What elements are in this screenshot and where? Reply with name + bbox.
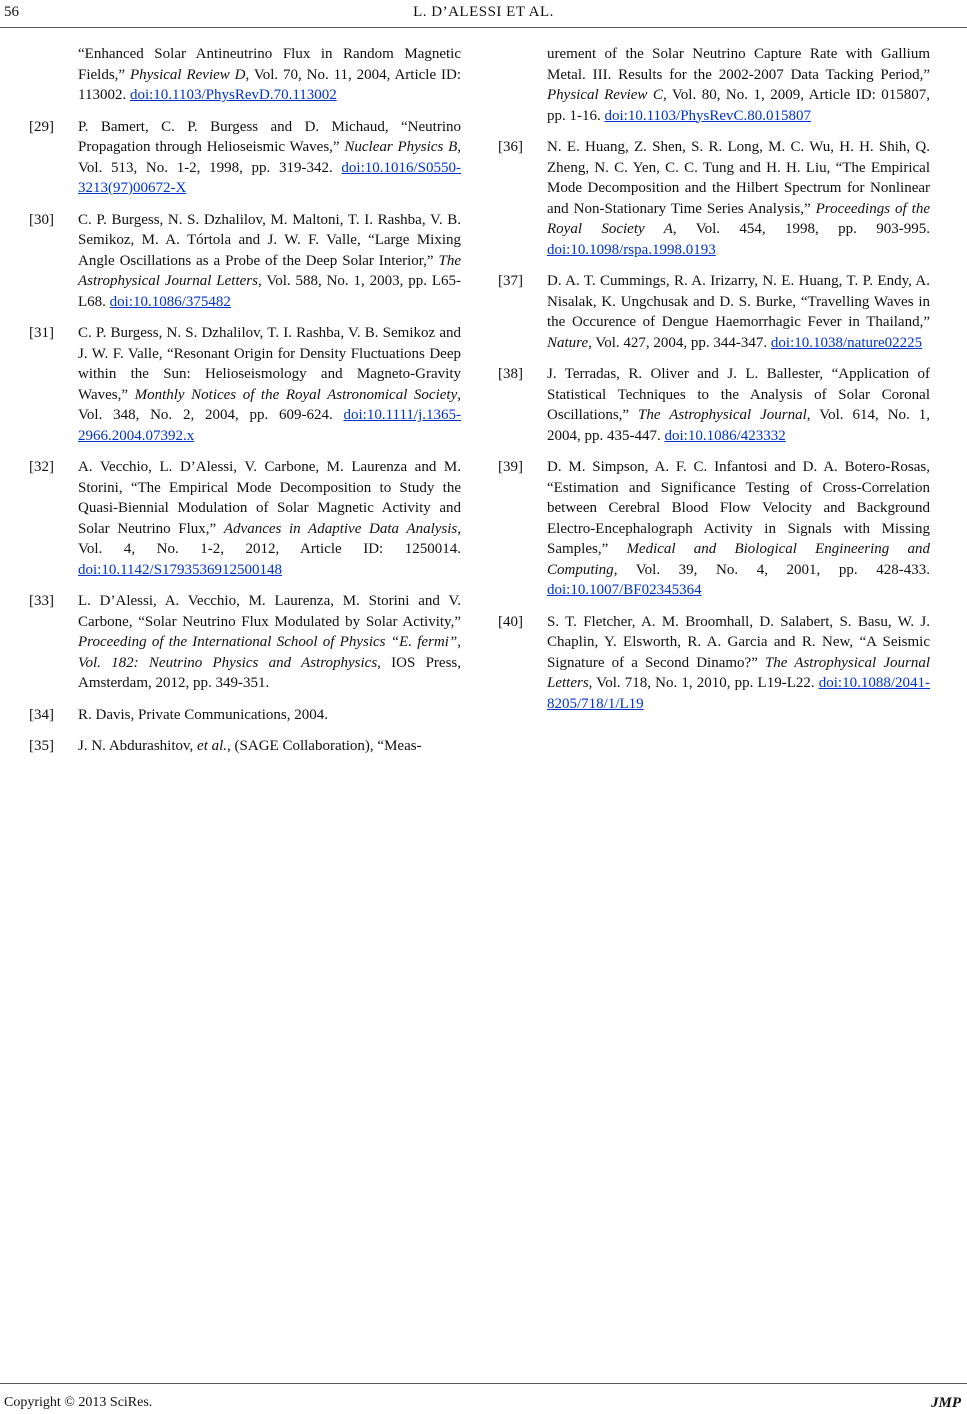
reference-entry <box>505 44 930 126</box>
reference-text: “Enhanced Solar Antineutrino Flux in Random Magnetic Fields,” <box>78 46 461 83</box>
reference-text: D. A. T. Cummings, R. A. Irizarry, N. E. Huang, T. P. Endy, A. Nisalak, K. Ungchusak and D. S. Burke, “Travelling Waves in the Occurence of Dengue Haemorrhagic Fever in Thailand,” <box>547 273 930 330</box>
reference-text: C. P. Burgess, N. S. Dzhalilov, M. Maltoni, T. I. Rashba, V. B. Semikoz, M. A. Tórtola and J. W. F. Valle, “Large Mixing Angle Oscillations as a Probe of the Deep Solar Interior,” <box>78 211 461 269</box>
page-number: 56 <box>4 4 19 20</box>
reference-entry <box>498 457 930 601</box>
reference-source: Monthly Notices of the Royal Astronomical Society <box>134 386 458 403</box>
reference-details: , Vol. 454, 1998, pp. 903-995. <box>672 221 930 237</box>
footer-rule <box>0 1383 967 1384</box>
reference-details: , Vol. 614, No. 1, 2004, pp. 435-447. <box>547 407 930 444</box>
reference-source: The Astrophysical Journal Letters <box>78 252 461 289</box>
doi-link[interactable]: doi:10.1088/2041-8205/718/1/L19 <box>547 675 930 712</box>
reference-number: [33] <box>29 593 54 609</box>
reference-text: J. Terradas, R. Oliver and J. L. Ballester, “Application of Statistical Techniques to the Analysis of Solar Coronal Oscillations,” <box>547 366 930 423</box>
reference-text: N. E. Huang, Z. Shen, S. R. Long, M. C. Wu, H. H. Shih, Q. Zheng, N. C. Yen, C. C. Tung and H. H. Liu, “The Empirical Mode Decomposition and the Hilbert Spectrum for Nonlinear and Non-Stationary Time Series Analysis,” <box>547 139 930 217</box>
reference-text: J. N. Abdurashitov, <box>78 738 198 754</box>
reference-text: urement of the Solar Neutrino Capture Rate with Gallium Metal. III. Results for the 2002-2007 Data Tacking Period,” <box>547 46 930 83</box>
reference-number: [32] <box>29 459 54 475</box>
left-column <box>29 44 462 768</box>
running-head: L. D’ALESSI ET AL. <box>413 4 554 20</box>
reference-source: Nature <box>547 334 589 351</box>
page-footer <box>0 1383 967 1413</box>
reference-number: [40] <box>498 613 523 630</box>
reference-entry <box>29 323 461 446</box>
reference-number: [37] <box>498 273 523 289</box>
reference-details: , (SAGE Collaboration), “Meas- <box>227 738 422 754</box>
reference-details: , Vol. 588, No. 1, 2003, pp. L65-L68. <box>78 273 461 310</box>
reference-text: L. D’Alessi, A. Vecchio, M. Laurenza, M. Storini and V. Carbone, “Solar Neutrino Flux Modulated by Solar Activity,” <box>78 593 461 630</box>
reference-entry <box>29 457 461 580</box>
reference-details: , Vol. 513, No. 1-2, 1998, pp. 319-342. <box>78 139 462 176</box>
reference-entry <box>36 44 461 106</box>
reference-source: Nuclear Physics B <box>344 139 458 155</box>
reference-source: Medical and Biological Engineering and Computing <box>547 541 930 578</box>
doi-link[interactable]: doi:10.1038/nature02225 <box>770 334 923 351</box>
reference-entry <box>29 591 461 694</box>
doi-link[interactable]: doi:10.1111/j.1365-2966.2004.07392.x <box>78 407 461 444</box>
doi-link[interactable]: doi:10.1142/S1793536912500148 <box>78 561 283 578</box>
reference-source: The Astrophysical Journal Letters <box>547 654 930 691</box>
reference-details: , Vol. 39, No. 4, 2001, pp. 428-433. <box>613 561 930 578</box>
reference-text: P. Bamert, C. P. Burgess and D. Michaud, “Neutrino Propagation through Helioseismic Waves,” <box>78 118 461 155</box>
reference-entry <box>498 612 930 715</box>
copyright-notice: Copyright © 2013 SciRes. <box>4 1395 153 1410</box>
reference-text: S. T. Fletcher, A. M. Broomhall, D. Salabert, S. Basu, W. J. Chaplin, Y. Elsworth, R. A. Garcia and R. New, “A Seismic Signature of a Second Dinamo?” <box>547 613 930 671</box>
reference-source: Physical Review C <box>547 87 663 103</box>
reference-number: [39] <box>498 459 523 475</box>
reference-number: [35] <box>29 738 54 754</box>
reference-details: , Vol. 80, No. 1, 2009, Article ID: 015807, pp. 1-16. <box>547 87 930 124</box>
reference-number: [36] <box>498 139 523 155</box>
doi-link[interactable]: doi:10.1016/S0550-3213(97)00672-X <box>78 159 461 196</box>
reference-number: [34] <box>29 706 54 723</box>
header-rule <box>0 27 967 28</box>
reference-number: [29] <box>29 118 54 135</box>
reference-entry <box>498 137 930 260</box>
doi-link[interactable]: doi:10.1103/PhysRevC.80.015807 <box>604 107 812 124</box>
reference-details: , Vol. 4, No. 1-2, 2012, Article ID: 1250014. <box>78 520 461 557</box>
reference-entry <box>498 271 930 353</box>
reference-number: [38] <box>498 366 523 382</box>
reference-text: R. Davis, Private Communications, 2004. <box>78 706 328 723</box>
reference-entry <box>29 117 462 199</box>
doi-link[interactable]: doi:10.1007/BF02345364 <box>547 582 702 598</box>
page-header <box>0 0 967 30</box>
reference-number: [31] <box>29 325 54 341</box>
reference-details: , IOS Press, Amsterdam, 2012, pp. 349-351. <box>78 654 461 691</box>
right-column <box>498 44 930 725</box>
doi-link[interactable]: doi:10.1103/PhysRevD.70.113002 <box>129 87 337 103</box>
doi-link[interactable]: doi:10.1086/423332 <box>664 427 786 444</box>
reference-text: A. Vecchio, L. D’Alessi, V. Carbone, M. Laurenza and M. Storini, “The Empirical Mode Decomposition to Study the Quasi-Biennial Modulation of Solar Magnetic Activity and Solar Neutrino Flux,” <box>78 459 461 537</box>
reference-text: D. M. Simpson, A. F. C. Infantosi and D. A. Botero-Rosas, “Estimation and Significance Testing of Cross-Correlation between Cerebral Blood Flow Velocity and Background Electro-Encephalograph Activity in Signals with Missing Samples,” <box>547 459 930 557</box>
reference-entry <box>498 364 930 446</box>
reference-number: [30] <box>29 211 54 228</box>
reference-source: Physical Review D <box>129 66 246 83</box>
reference-source: Advances in Adaptive Data Analysis <box>223 520 458 537</box>
reference-source: et al. <box>197 738 228 754</box>
doi-link[interactable]: doi:10.1098/rspa.1998.0193 <box>547 241 716 258</box>
reference-entry <box>29 705 461 726</box>
reference-source: The Astrophysical Journal <box>638 407 807 423</box>
reference-source: Proceedings of the Royal Society A <box>547 200 930 237</box>
reference-source: Proceeding of the International School of Physics “E. fermi”, Vol. 182: Neutrino Physics and Astrophysics <box>78 634 461 671</box>
reference-details: , Vol. 718, No. 1, 2010, pp. L19-L22. <box>588 675 819 691</box>
journal-abbreviation: JMP <box>931 1395 961 1411</box>
doi-link[interactable]: doi:10.1086/375482 <box>109 293 231 310</box>
reference-entry <box>29 736 461 757</box>
reference-text: C. P. Burgess, N. S. Dzhalilov, T. I. Rashba, V. B. Semikoz and J. W. F. Valle, “Resonant Origin for Density Fluctuations Deep within the Sun: Helioseismology and Magneto-Gravity Waves,” <box>78 325 461 403</box>
reference-details: , Vol. 348, No. 2, 2004, pp. 609-624. <box>78 386 461 423</box>
reference-details: , Vol. 427, 2004, pp. 344-347. <box>588 334 771 351</box>
reference-details: , Vol. 70, No. 11, 2004, Article ID: 113002. <box>78 66 461 103</box>
reference-entry <box>29 210 461 313</box>
